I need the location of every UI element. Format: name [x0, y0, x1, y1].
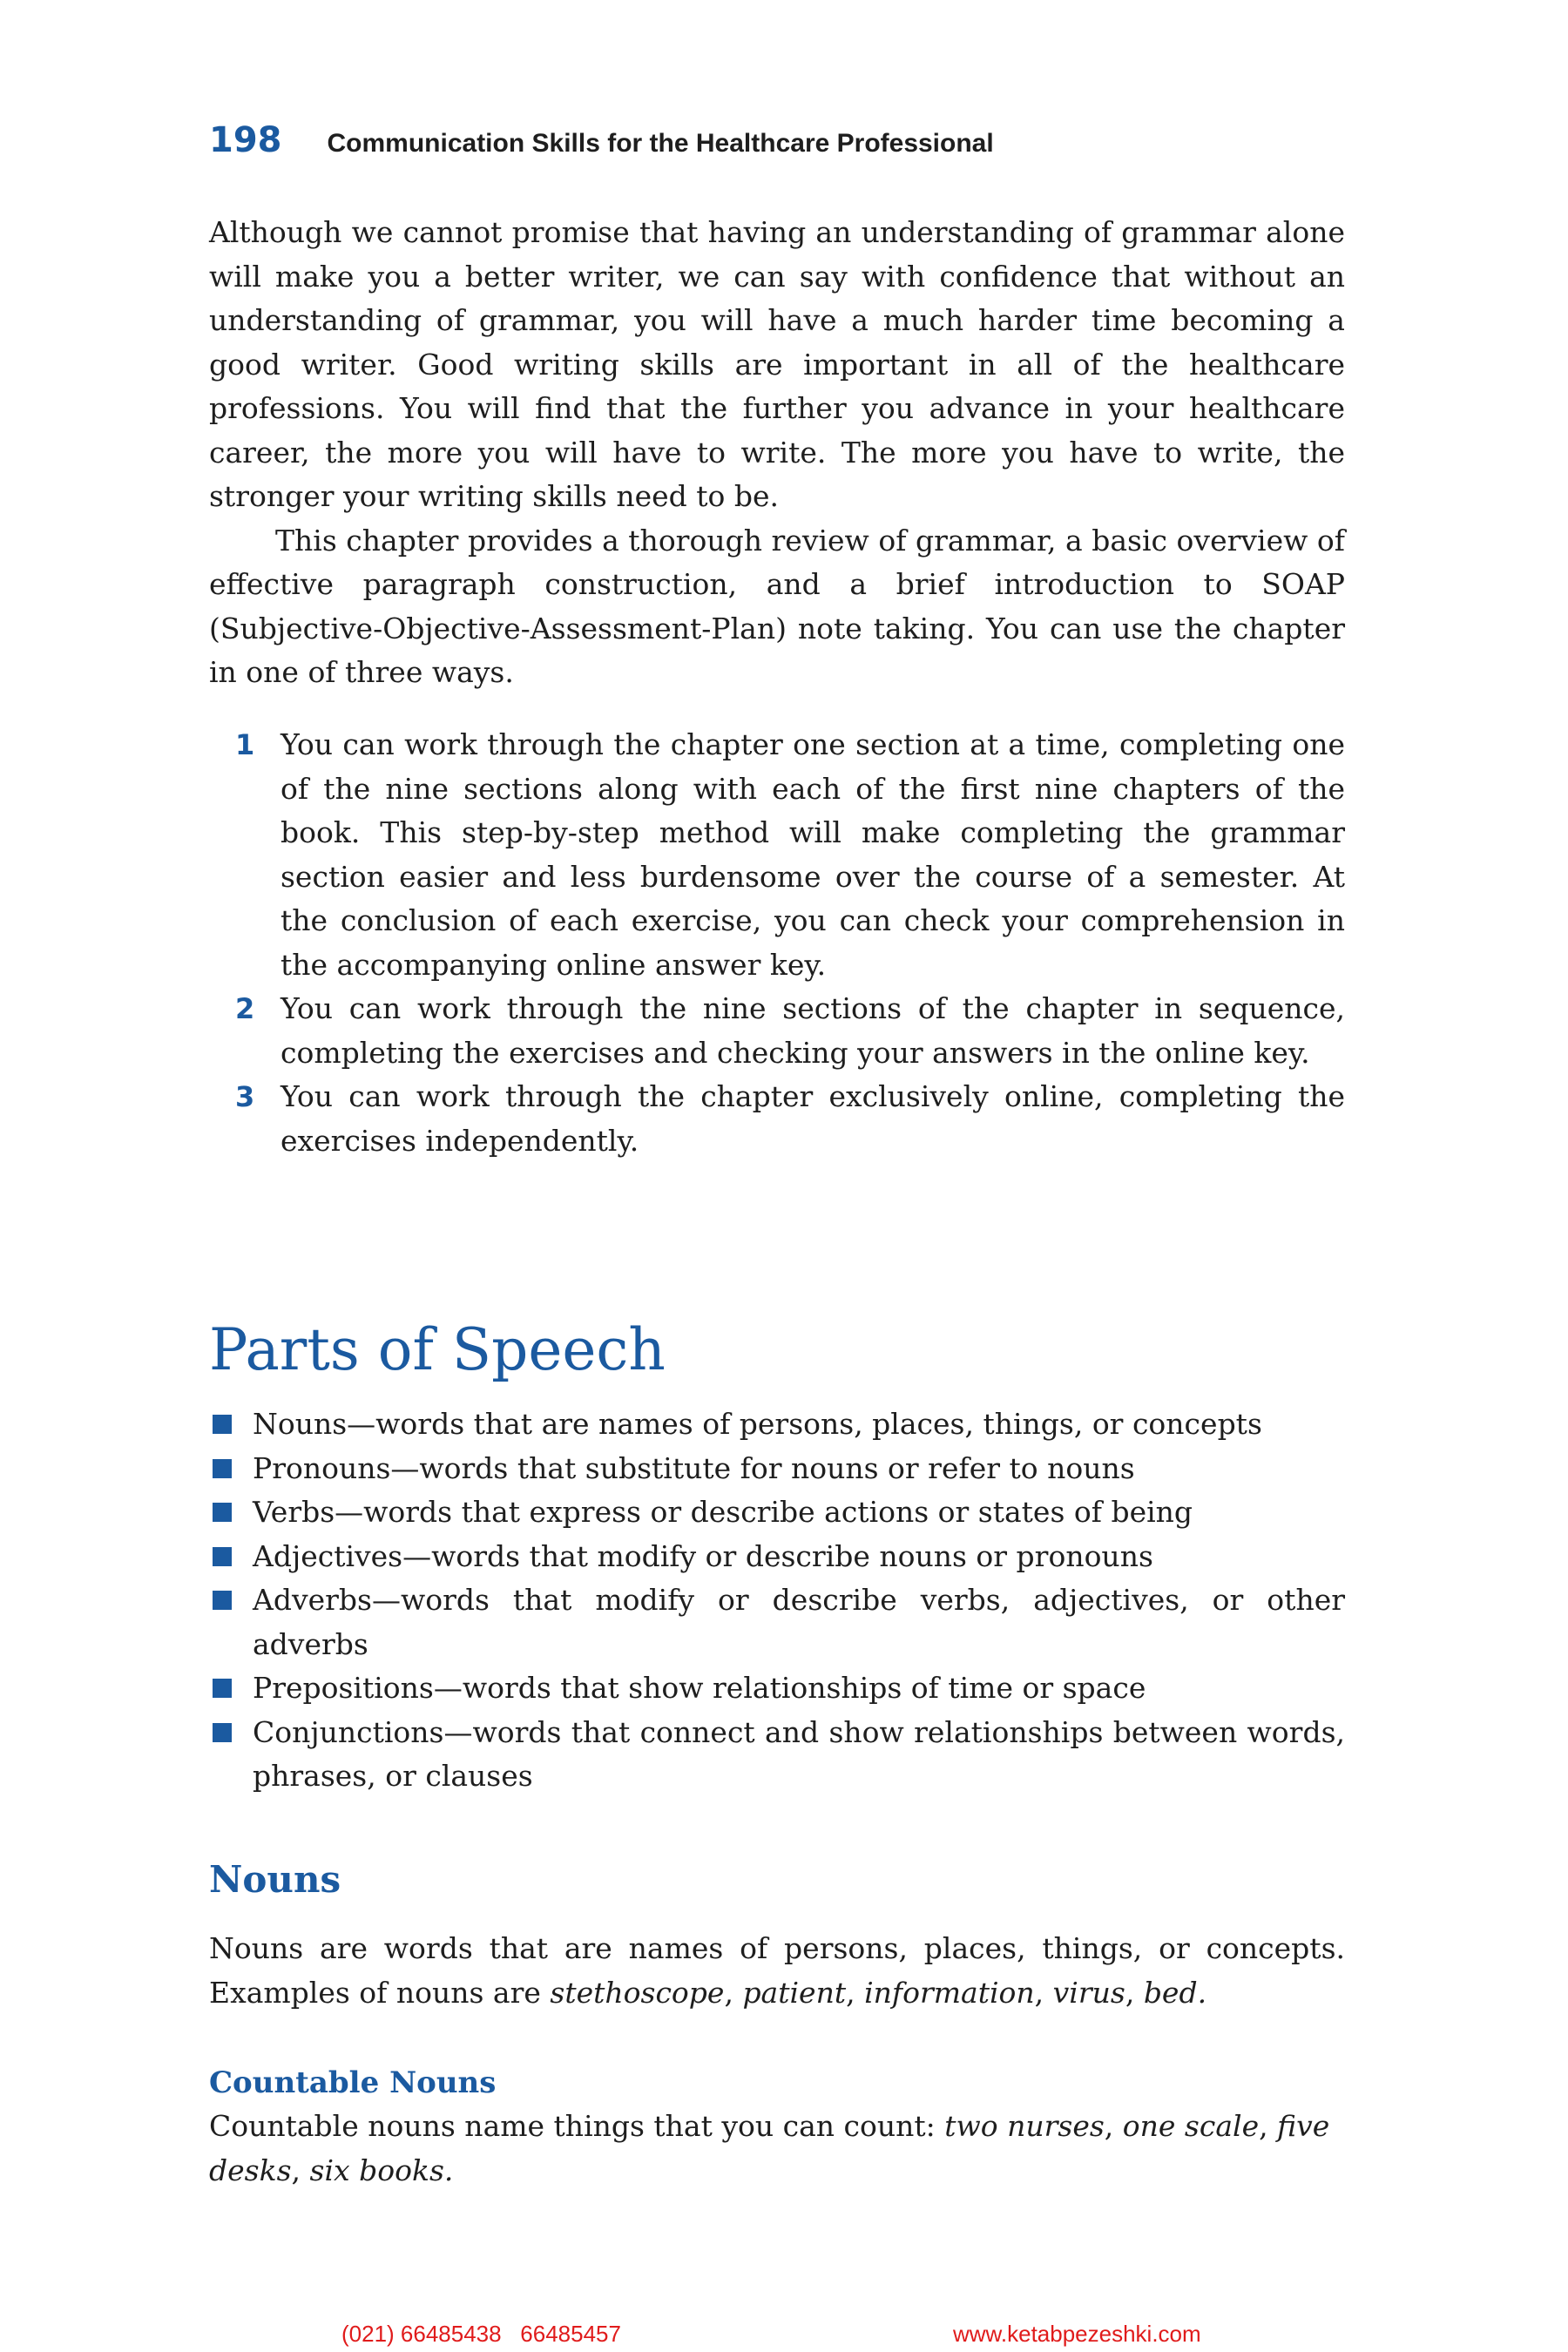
square-bullet-icon [213, 1503, 232, 1522]
list-number: 3 [235, 1080, 255, 1113]
list-item-text: Verbs—words that express or describe actions or states of being [253, 1495, 1193, 1529]
list-item-text: Nouns—words that are names of persons, places, things, or concepts [253, 1407, 1262, 1441]
list-item-text: You can work through the chapter exclusively online, completing the exercises independently. [280, 1079, 1345, 1158]
example-term: stethoscope [550, 1975, 725, 2010]
nouns-section [209, 1855, 1345, 1904]
list-number: 2 [235, 992, 255, 1025]
example-term: information [864, 1975, 1035, 2010]
nouns-paragraph [209, 1927, 1345, 2015]
list-item-text: You can work through the chapter one section at a time, completing one of the nine sections along with each of the first nine chapters of the book. This step-by-step method will make completing the grammar section easier and less burdensome over the course of a semester. At the conclusion of each exercise, you can check your comprehension in the accompanying online answer key. [280, 727, 1345, 982]
parts-of-speech-list [209, 1402, 1345, 1799]
example-term: patient [742, 1975, 847, 2010]
footer-website[interactable]: www.ketabpezeshki.com [953, 2321, 1201, 2347]
example-term: six books. [309, 2153, 454, 2187]
ways-list-section [209, 723, 1345, 1163]
list-item [209, 1578, 1345, 1666]
list-item [209, 1490, 1345, 1535]
separator: , [291, 2153, 310, 2187]
footer-phone: (021) 66485438 66485457 [341, 2321, 621, 2347]
list-item-text: Adjectives—words that modify or describe nouns or pronouns [253, 1538, 1153, 1573]
running-head [209, 120, 994, 172]
intro-paragraph-1: Although we cannot promise that having an understanding of grammar alone will make you a better writer, we can say with confidence that without an understanding of grammar, you will have a much harder time becoming a good writer. Good writing skills are important in all of the healthcare professions. You will find that the further you advance in your healthcare career, the more you will have to write. The more you have to write, the stronger your writing skills need to be. [209, 215, 1345, 513]
list-item [209, 987, 1345, 1075]
separator: , [724, 1975, 743, 2010]
separator: , [1125, 1975, 1144, 2010]
separator: , [1259, 2109, 1278, 2143]
countable-nouns-section [209, 2061, 1345, 2193]
book-title: Communication Skills for the Healthcare Professional [327, 129, 994, 158]
list-item [209, 1535, 1345, 1579]
list-item [209, 1711, 1345, 1799]
countable-nouns-paragraph [209, 2105, 1345, 2193]
list-item [209, 1447, 1345, 1491]
separator: , [1104, 2109, 1123, 2143]
list-item-text: Prepositions—words that show relationships of time or space [253, 1671, 1146, 1705]
nouns-definition: Nouns are words that are names of persons, places, things, or concepts. [209, 1931, 1345, 1965]
list-item-text: Pronouns—words that substitute for nouns or refer to nouns [253, 1450, 1135, 1485]
ways-list [209, 723, 1345, 1163]
countable-nouns-heading: Countable Nouns [209, 2065, 497, 2100]
list-item [209, 1666, 1345, 1711]
countable-lead: Countable nouns name things that you can count: [209, 2109, 945, 2143]
separator: , [1034, 1975, 1053, 2010]
square-bullet-icon [213, 1723, 232, 1742]
nouns-body [209, 1927, 1345, 2015]
nouns-examples-lead: Examples of nouns are [209, 1975, 551, 2010]
section-title: Parts of Speech [209, 1316, 666, 1383]
separator: , [846, 1975, 865, 2010]
nouns-heading: Nouns [209, 1858, 341, 1901]
example-term: five desks [209, 2109, 1330, 2187]
square-bullet-icon [213, 1459, 232, 1478]
square-bullet-icon [213, 1415, 232, 1434]
list-item-text: You can work through the nine sections of the chapter in sequence, completing the exercises and checking your answers in the online key. [280, 991, 1345, 1070]
example-term: bed. [1143, 1975, 1207, 2010]
intro-section [209, 211, 1345, 695]
square-bullet-icon [213, 1547, 232, 1566]
example-term: virus [1052, 1975, 1125, 2010]
page-number: 198 [209, 120, 282, 160]
example-term: two nurses [944, 2109, 1105, 2143]
list-item-text: Adverbs—words that modify or describe verbs, adjectives, or other adverbs [253, 1583, 1345, 1661]
parts-of-speech-section [209, 1315, 1345, 1385]
list-item [209, 1075, 1345, 1163]
example-term: one scale [1122, 2109, 1260, 2143]
list-item [209, 723, 1345, 987]
parts-of-speech-list-section [209, 1402, 1345, 1799]
list-item [209, 1402, 1345, 1447]
square-bullet-icon [213, 1679, 232, 1698]
square-bullet-icon [213, 1591, 232, 1610]
intro-paragraph-2: This chapter provides a thorough review of grammar, a basic overview of effective paragraph construction, and a brief introduction to SOAP (Subjective-Objective-Assessment-Plan) note taking. You can use the chapter in one of three ways. [209, 523, 1345, 689]
list-item-text: Conjunctions—words that connect and show relationships between words, phrases, or clauses [253, 1714, 1345, 1793]
list-number: 1 [235, 728, 255, 761]
